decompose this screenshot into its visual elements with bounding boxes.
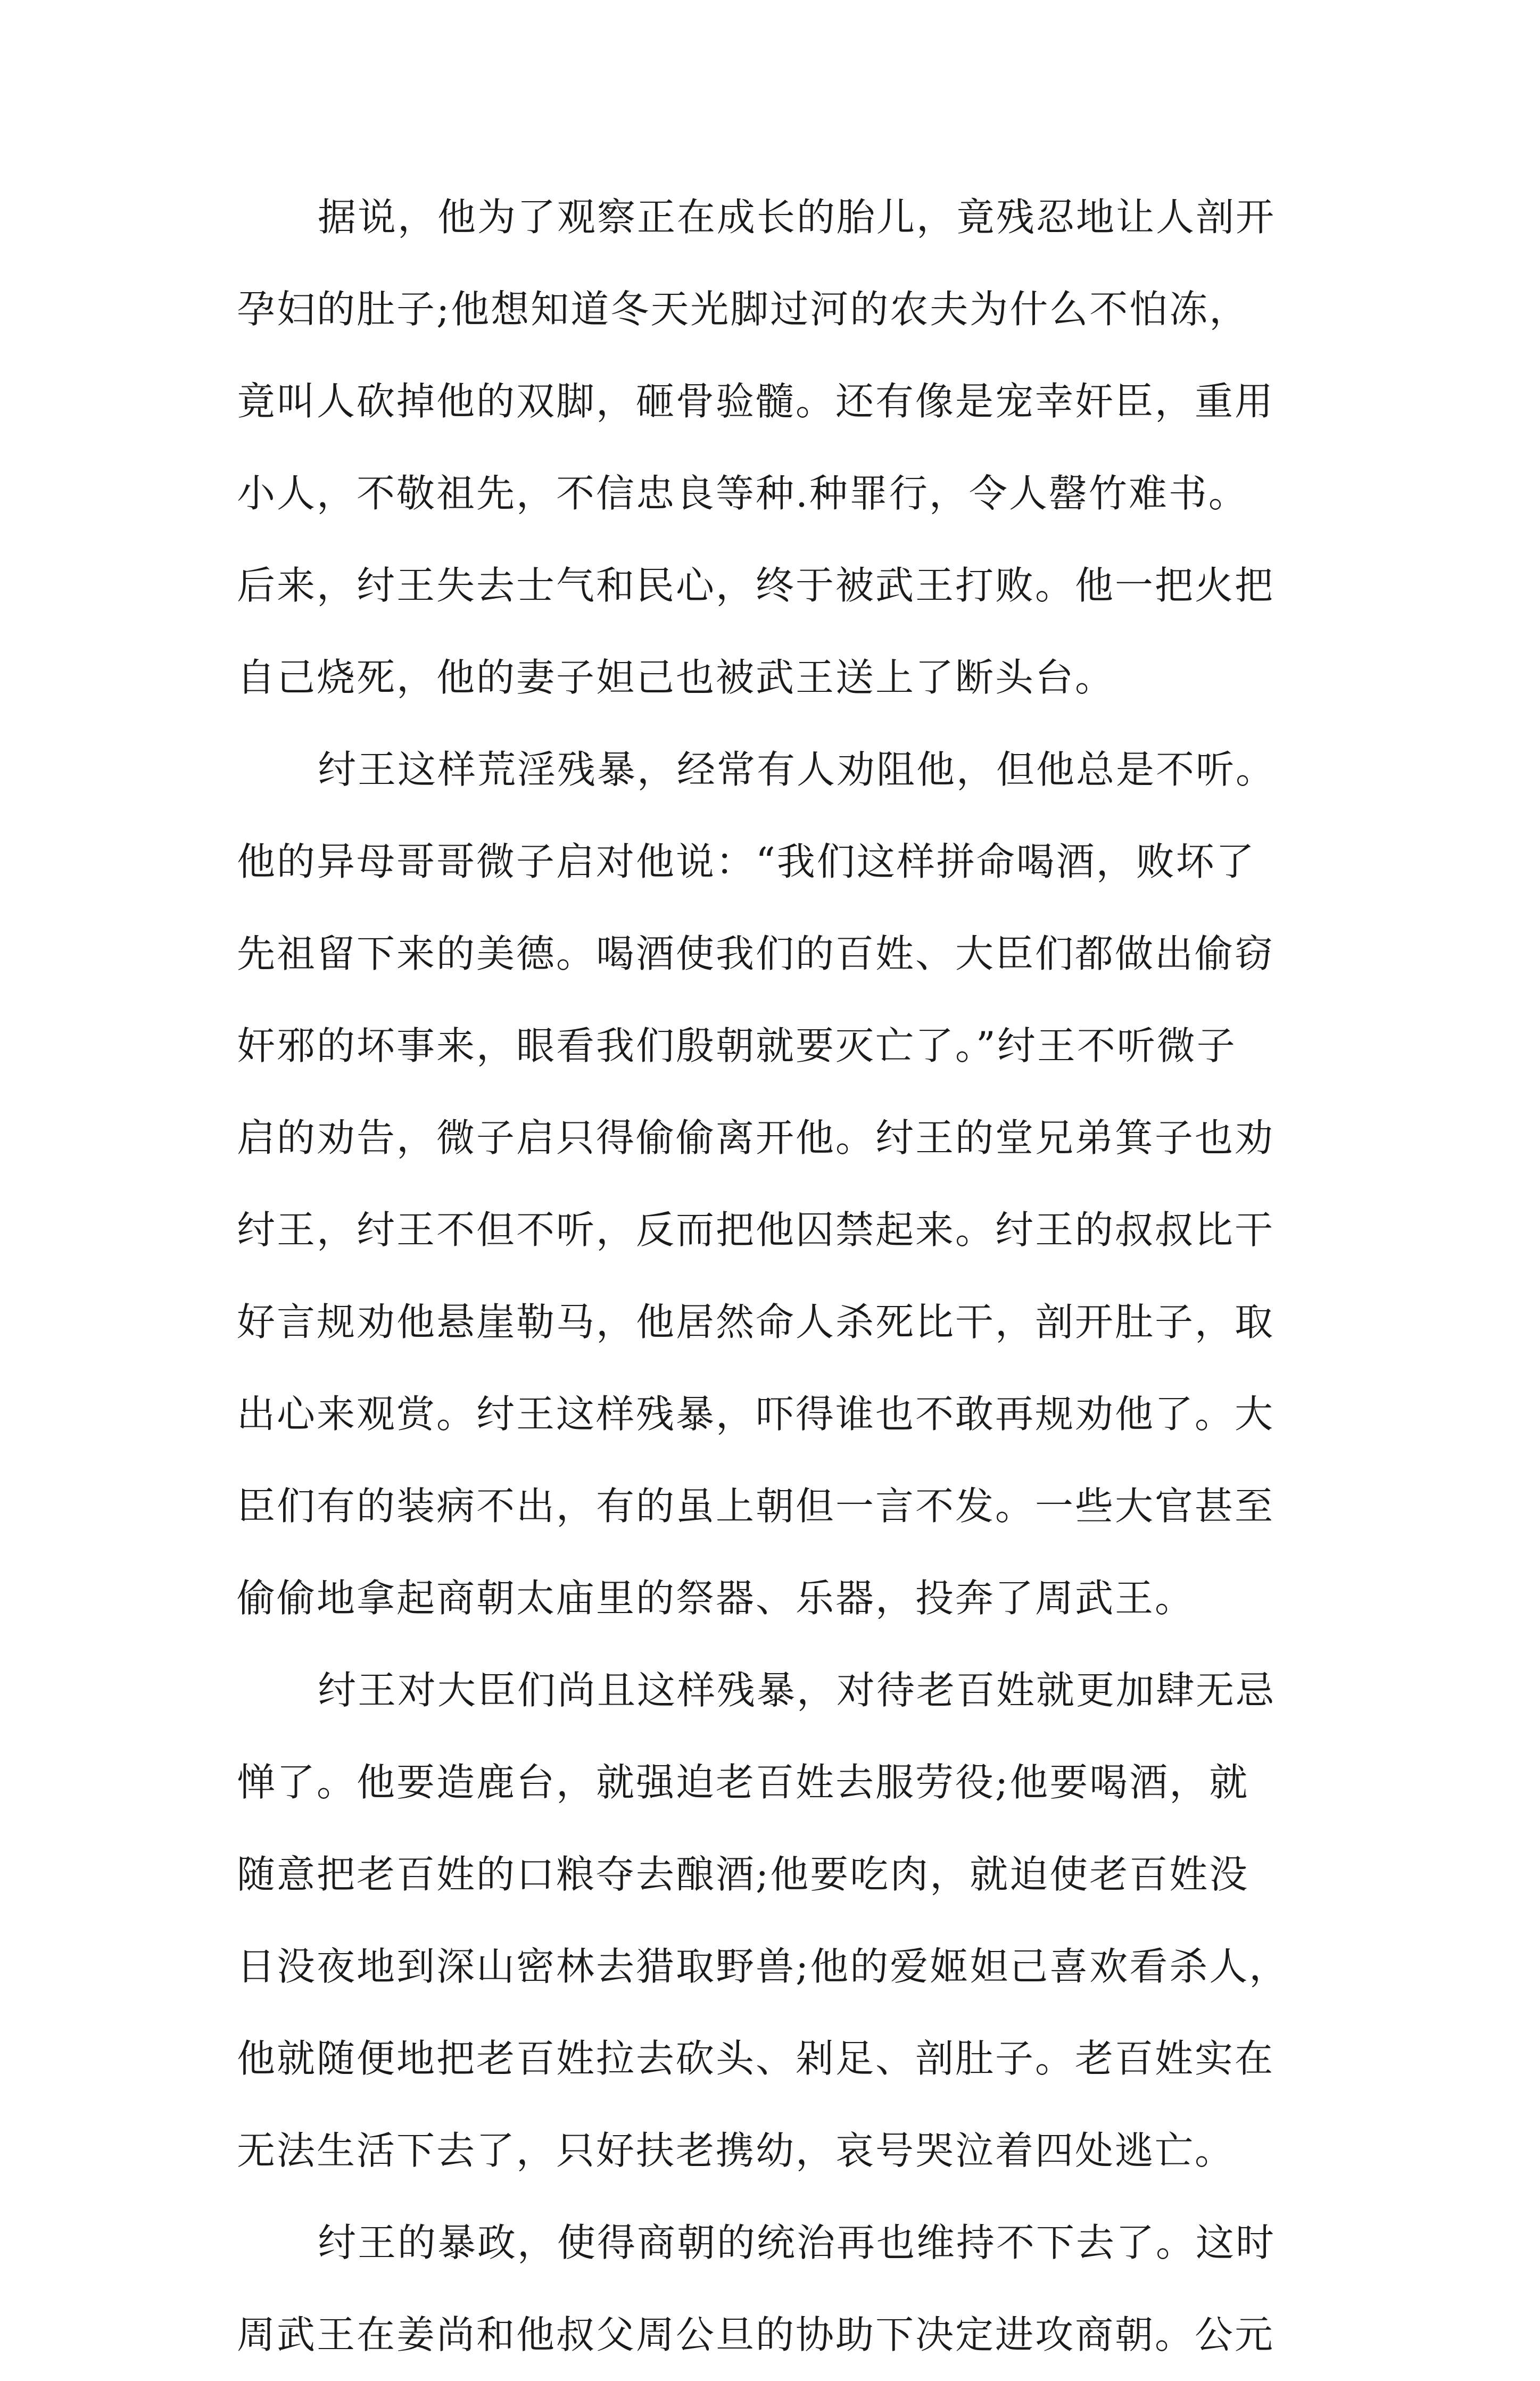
text-line: 好言规劝他悬崖勒马，他居然命人杀死比干，剖开肚子，取 — [237, 1300, 1275, 1344]
text-line: 后来，纣王失去士气和民心，终于被武王打败。他一把火把 — [237, 563, 1275, 608]
text-line: 纣王，纣王不但不听，反而把他囚禁起来。纣王的叔叔比干 — [237, 1208, 1275, 1252]
text-line: 日没夜地到深山密林去猎取野兽;他的爱姬妲己喜欢看杀人， — [237, 1944, 1289, 1989]
text-line: 先祖留下来的美德。喝酒使我们的百姓、大臣们都做出偷窃 — [237, 931, 1275, 976]
text-line: 据说，他为了观察正在成长的胎儿，竟残忍地让人剖开 — [318, 195, 1276, 239]
text-line: 小人，不敬祖先，不信忠良等种.种罪行，令人罄竹难书。 — [237, 471, 1248, 516]
text-line: 竟叫人砍掉他的双脚，砸骨验髓。还有像是宠幸奸臣，重用 — [237, 379, 1275, 424]
text-line: 惮了。他要造鹿台，就强迫老百姓去服劳役;他要喝酒，就 — [237, 1760, 1249, 1805]
text-line: 启的劝告，微子启只得偷偷离开他。纣王的堂兄弟箕子也劝 — [237, 1115, 1275, 1160]
text-line: 出心来观赏。纣王这样残暴，吓得谁也不敢再规劝他了。大 — [237, 1392, 1275, 1436]
text-line: 纣王的暴政，使得商朝的统治再也维持不下去了。这时 — [318, 2220, 1276, 2265]
text-line: 奸邪的坏事来，眼看我们殷朝就要灭亡了。”纣王不听微子 — [237, 1023, 1237, 1068]
text-line: 偷偷地拿起商朝太庙里的祭器、乐器，投奔了周武王。 — [237, 1576, 1195, 1621]
text-line: 自己烧死，他的妻子妲己也被武王送上了断头台。 — [237, 655, 1115, 700]
text-line: 他就随便地把老百姓拉去砍头、剁足、剖肚子。老百姓实在 — [237, 2036, 1275, 2081]
text-line: 无法生活下去了，只好扶老携幼，哀号哭泣着四处逃亡。 — [237, 2128, 1235, 2173]
text-line: 周武王在姜尚和他叔父周公旦的协助下决定进攻商朝。公元 — [237, 2312, 1275, 2357]
text-line: 孕妇的肚子;他想知道冬天光脚过河的农夫为什么不怕冻， — [237, 287, 1249, 332]
text-line: 他的异母哥哥微子启对他说：“我们这样拼命喝酒，败坏了 — [237, 839, 1256, 884]
text-line: 纣王这样荒淫残暴，经常有人劝阻他，但他总是不听。 — [318, 747, 1276, 792]
body-text — [237, 171, 1320, 2381]
text-line: 纣王对大臣们尚且这样残暴，对待老百姓就更加肆无忌 — [318, 1668, 1276, 1713]
text-line: 随意把老百姓的口粮夺去酿酒;他要吃肉，就迫使老百姓没 — [237, 1852, 1249, 1897]
text-line: 臣们有的装病不出，有的虽上朝但一言不发。一些大官甚至 — [237, 1484, 1275, 1528]
